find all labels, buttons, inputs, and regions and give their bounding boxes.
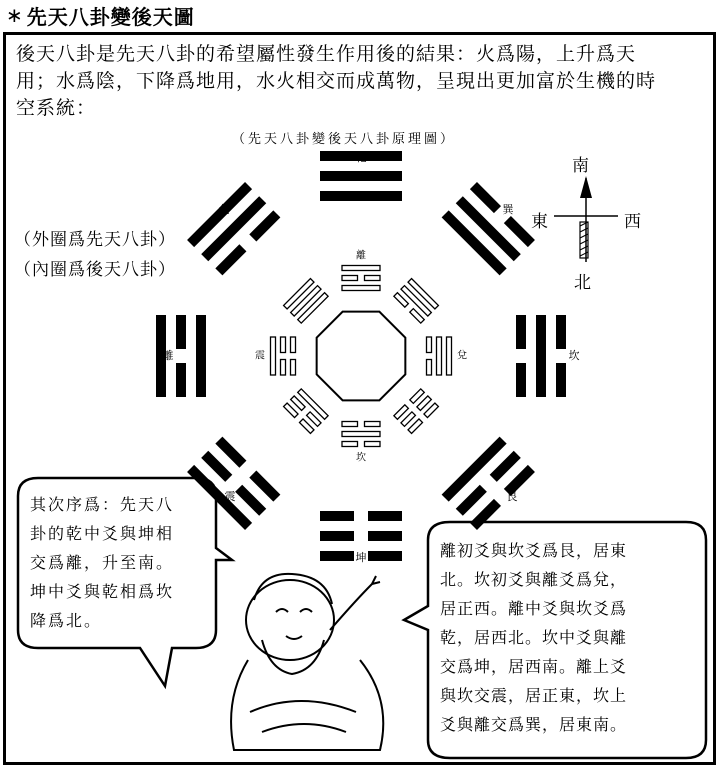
yang-line: [196, 315, 206, 397]
inner-trigram-right: [427, 337, 452, 375]
compass-hatch: [580, 240, 588, 244]
inner-trigram-top: [342, 266, 380, 291]
yin-line-left: [556, 315, 566, 349]
outer-trigram-bottomright: [442, 437, 535, 530]
outer-label-topleft: 兌: [218, 203, 230, 216]
yin-line-left: [368, 551, 402, 561]
yin-line-left: [176, 363, 186, 397]
yin-line-left: [427, 337, 432, 353]
right-bubble-line: 爻與離交爲巽，居東南。: [440, 715, 628, 734]
left-bubble-line: 其次序爲：先天八: [30, 495, 175, 514]
legend-inner: （內圈爲後天八卦）: [14, 260, 176, 280]
left-bubble-line: 降爲北。: [30, 611, 103, 630]
page-title: 先天八卦變後天圖: [26, 4, 195, 29]
yin-line-left: [291, 360, 296, 376]
inner-trigram-topleft: [284, 279, 329, 324]
right-bubble-line: 北。坎初爻與離爻爲兌，: [440, 570, 628, 589]
yin-line-right: [320, 511, 354, 521]
compass-south-label: 南: [572, 156, 589, 176]
yang-line: [536, 315, 546, 397]
outer-label-top: 乾: [355, 151, 367, 164]
yin-line-right: [176, 315, 186, 349]
left-bubble-line: 交爲離，升至南。: [30, 553, 175, 572]
yang-line: [437, 337, 442, 375]
compass: [554, 176, 618, 262]
yin-line-right: [291, 337, 296, 353]
outer-label-topright: 巽: [502, 203, 514, 216]
inner-octagon: [317, 312, 406, 401]
inner-label-right: 兌: [457, 350, 467, 362]
yang-line: [447, 337, 452, 375]
outer-label-left: 離: [162, 349, 174, 362]
yin-line-right: [365, 276, 381, 281]
left-bubble-line: 坤中爻與乾相爲坎: [30, 582, 175, 601]
yin-line-left: [368, 511, 402, 521]
yin-line-right: [342, 422, 358, 427]
left-bubble-text: [30, 490, 174, 635]
outer-label-right: 坎: [568, 349, 580, 362]
right-bubble-line: 交爲坤，居西南。離上爻: [440, 657, 628, 676]
outer-trigram-right: [516, 315, 566, 397]
yang-line: [320, 191, 402, 201]
compass-hatch: [580, 252, 588, 256]
inner-label-bottom: 坎: [356, 452, 366, 464]
left-bubble-line: 卦的乾中爻與坤相: [30, 524, 175, 543]
yin-line-right: [320, 531, 354, 541]
right-bubble-line: 居正西。離中爻與坎爻爲: [440, 599, 628, 618]
yang-line: [342, 286, 380, 291]
compass-arrow-icon: [580, 176, 592, 198]
outer-label-bottom: 坤: [355, 551, 367, 564]
inner-trigram-bottom: [342, 422, 380, 447]
yang-line: [342, 432, 380, 437]
compass-north-label: 北: [574, 273, 591, 293]
right-bubble-line: 乾，居西北。坎中爻與離: [440, 628, 628, 647]
yin-line-left: [516, 315, 526, 349]
right-bubble-text: [440, 536, 627, 739]
outer-trigram-topright: [442, 182, 535, 275]
right-bubble-line: 與坎交震，居正東，坎上: [440, 686, 628, 705]
outer-label-bottomleft: 震: [224, 490, 236, 503]
compass-east-label: 東: [531, 212, 548, 232]
right-bubble-line: 離初爻與坎爻爲艮，居東: [440, 541, 628, 560]
yin-line-right: [281, 337, 286, 353]
compass-west-label: 西: [624, 212, 641, 232]
sage-illustration: [231, 574, 383, 750]
yin-line-right: [342, 442, 358, 447]
intro-line-3: 空系統：: [16, 97, 97, 119]
compass-hatch: [580, 234, 588, 238]
yang-line: [320, 171, 402, 181]
outer-trigram-bottomleft: [187, 437, 280, 530]
yin-line-left: [365, 422, 381, 427]
yin-line-right: [516, 363, 526, 397]
outer-trigram-topleft: [187, 182, 280, 275]
inner-trigram-left: [271, 337, 296, 375]
inner-trigram-bottomright: [394, 389, 439, 434]
bullet-star: ∗: [6, 3, 23, 27]
yin-line-right: [320, 551, 354, 561]
compass-hatch: [580, 246, 588, 250]
compass-hatch: [580, 222, 588, 226]
yin-line-left: [368, 531, 402, 541]
inner-label-left: 震: [255, 350, 265, 362]
inner-trigram-bottomleft: [284, 389, 329, 434]
diagram-caption: （先天八卦變後天八卦原理圖）: [232, 132, 457, 147]
intro-line-2: 用；水爲陰，下降爲地用，水火相交而成萬物，呈現出更加富於生機的時: [16, 70, 657, 92]
inner-trigram-topright: [394, 279, 439, 324]
yin-line-right: [556, 363, 566, 397]
legend-outer: （外圈爲先天八卦）: [14, 230, 176, 250]
yang-line: [271, 337, 276, 375]
outer-label-bottomright: 艮: [506, 490, 518, 503]
yang-line: [342, 266, 380, 271]
yin-line-right: [427, 360, 432, 376]
inner-label-top: 離: [356, 250, 366, 262]
compass-hatch: [580, 228, 588, 232]
yin-line-left: [365, 442, 381, 447]
yin-line-left: [342, 276, 358, 281]
yin-line-left: [281, 360, 286, 376]
intro-line-1: 後天八卦是先天八卦的希望屬性發生作用後的結果：火爲陽，上升爲天: [16, 43, 637, 65]
